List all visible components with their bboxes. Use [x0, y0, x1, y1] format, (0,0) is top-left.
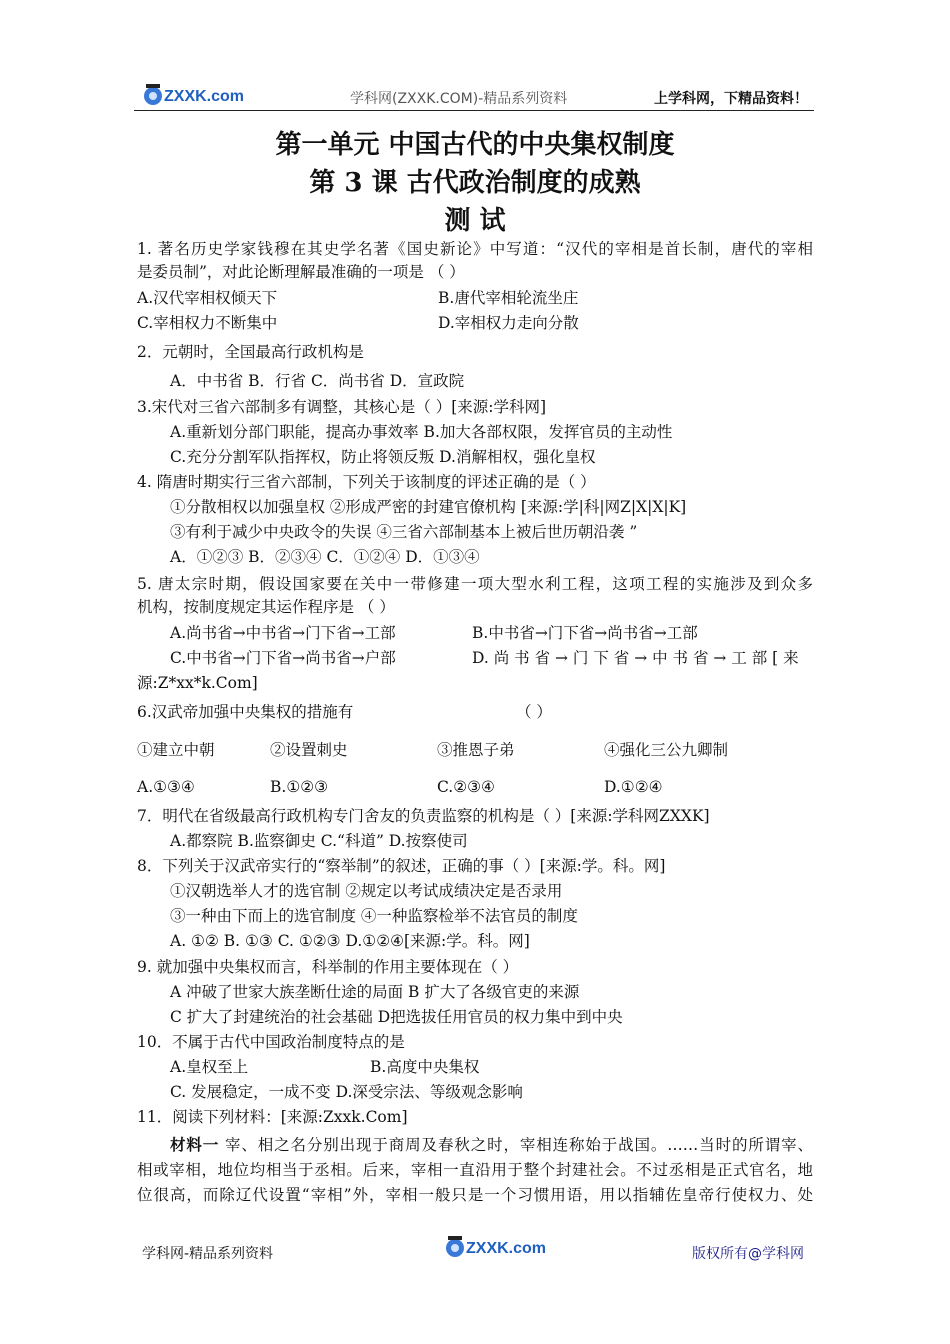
q9-stem: 9. 就加强中央集权而言，科举制的作用主要体现在（ ）	[137, 958, 519, 976]
q1-option-d: D.宰相权力走向分散	[438, 314, 579, 332]
site-logo-text: ZXXK.com	[164, 88, 245, 105]
header-site-name: 学科网(ZXXK.COM)-精品系列资料	[350, 91, 568, 107]
q8-stem: 8．下列关于汉武帝实行的“察举制”的叙述，正确的事（ ）[来源:学。科。网]	[137, 857, 666, 875]
q11-material-line2: 相或宰相，地位均相当于丞相。后来，宰相一直沿用于整个封建社会。不过丞相是正式官名，地	[137, 1161, 813, 1179]
q2-options: A．中书省 B．行省 C．尚书省 D．宣政院	[170, 372, 465, 390]
q11-material-text: 宰、相之名分别出现于商周及春秋之时，宰相连称始于战国。……当时的所谓宰、	[219, 1136, 813, 1154]
site-logo	[142, 80, 246, 108]
q11-material-label: 材料一	[170, 1135, 220, 1154]
q4-items-34: ③有利于减少中央政令的失误 ④三省六部制基本上被后世历朝沿袭 ”	[170, 523, 638, 541]
q10-options-cd: C. 发展稳定，一成不变 D.深受宗法、等级观念影响	[170, 1083, 523, 1101]
q5-line1: 5. 唐太宗时期，假设国家要在关中一带修建一项大型水利工程，这项工程的实施涉及到众多	[137, 575, 813, 593]
q6-item-2: ②设置刺史	[270, 741, 348, 759]
q6-option-b: B.①②③	[270, 778, 329, 796]
q8-items-34: ③一种由下而上的选官制度 ④一种监察检举不法官员的制度	[170, 907, 578, 925]
test-title: 测 试	[444, 206, 506, 236]
q6-option-d: D.①②④	[604, 778, 663, 796]
header-divider	[134, 110, 814, 111]
q7-options: A.都察院 B.监察御史 C.“科道” D.按察使司	[170, 832, 468, 850]
q4-options: A．①②③ B．②③④ C．①②④ D．①③④	[170, 548, 480, 566]
q10-stem: 10．不属于古代中国政治制度特点的是	[137, 1033, 405, 1051]
q10-option-b: B.高度中央集权	[370, 1058, 480, 1076]
q11-material-line3: 位很高，而除辽代设置“宰相”外，宰相一般只是一个习惯用语，用以指辅佐皇帝行使权力、处	[137, 1186, 813, 1204]
footer-site-name: 学科网-精品系列资料	[142, 1246, 274, 1262]
q1-line2: 是委员制”，对此论断理解最准确的一项是 （ ）	[137, 263, 465, 281]
q10-option-a: A.皇权至上	[170, 1058, 249, 1076]
q1-option-b: B.唐代宰相轮流坐庄	[438, 289, 579, 307]
q8-options: A. ①② B. ①③ C. ①②③ D.①②④[来源:学。科。网]	[170, 932, 530, 950]
footer-copyright: 版权所有@学科网	[692, 1246, 804, 1262]
q1-line1: 1. 著名历史学家钱穆在其史学名著《国史新论》中写道：“汉代的宰相是首长制，唐代的宰相	[137, 240, 813, 258]
q5-option-d: D. 尚 书 省 → 门 下 省 → 中 书 省 → 工 部 [ 来	[472, 649, 799, 667]
q1-option-a: A.汉代宰相权倾天下	[137, 289, 278, 307]
header-slogan: 上学科网，下精品资料！	[654, 91, 808, 107]
q2-stem: 2．元朝时，全国最高行政机构是	[137, 343, 364, 361]
q11-material-line1	[170, 1133, 813, 1155]
q11-stem: 11．阅读下列材料：[来源:Zxxk.Com]	[137, 1108, 408, 1126]
footer-logo	[444, 1232, 554, 1260]
q6-item-4: ④强化三公九卿制	[604, 741, 729, 759]
q6-option-a: A.①③④	[137, 778, 195, 796]
q3-options-ab: A.重新划分部门职能，提高办事效率 B.加大各部权限，发挥官员的主动性	[170, 423, 673, 441]
site-logo-graphic	[142, 80, 246, 108]
q3-stem: 3.宋代对三省六部制多有调整，其核心是（ ）[来源:学科网]	[137, 398, 547, 416]
q9-options-ab: A 冲破了世家大族垄断仕途的局面 B 扩大了各级官吏的来源	[170, 983, 580, 1001]
q4-items-12: ①分散相权以加强皇权 ②形成严密的封建官僚机构 [来源:学|科|网Z|X|X|K]	[170, 498, 687, 516]
q5-line2: 机构，按制度规定其运作程序是 （ ）	[137, 598, 395, 616]
q9-options-cd: C 扩大了封建统治的社会基础 D把选拔任用官员的权力集中到中央	[170, 1008, 623, 1026]
footer-logo-text: ZXXK.com	[466, 1240, 547, 1257]
q1-option-c: C.宰相权力不断集中	[137, 314, 278, 332]
q7-stem: 7．明代在省级最高行政机构专门舍友的负责监察的机构是（ ）[来源:学科网ZXXK]	[137, 807, 710, 825]
q6-stem: 6.汉武帝加强中央集权的措施有	[137, 703, 354, 721]
q6-option-c: C.②③④	[437, 778, 495, 796]
q3-options-cd: C.充分分割军队指挥权，防止将领反叛 D.消解相权，强化皇权	[170, 448, 596, 466]
q5-option-b: B.中书省→门下省→尚书省→工部	[472, 624, 698, 642]
q8-items-12: ①汉朝选举人才的选官制 ②规定以考试成绩决定是否录用	[170, 882, 563, 900]
q5-option-c: C.中书省→门下省→尚书省→户部	[170, 649, 396, 667]
lesson-title: 第 3 课 古代政治制度的成熟	[309, 168, 641, 198]
q4-stem: 4. 隋唐时期实行三省六部制，下列关于该制度的评述正确的是（ ）	[137, 473, 596, 491]
q5-source: 源:Z*xx*k.Com]	[137, 674, 258, 692]
footer-logo-graphic	[444, 1232, 554, 1260]
q6-item-3: ③推恩子弟	[437, 741, 515, 759]
q6-item-1: ①建立中朝	[137, 741, 215, 759]
q5-option-a: A.尚书省→中书省→门下省→工部	[170, 624, 396, 642]
unit-title: 第一单元 中国古代的中央集权制度	[275, 130, 675, 160]
q6-blank: （ ）	[516, 703, 552, 721]
